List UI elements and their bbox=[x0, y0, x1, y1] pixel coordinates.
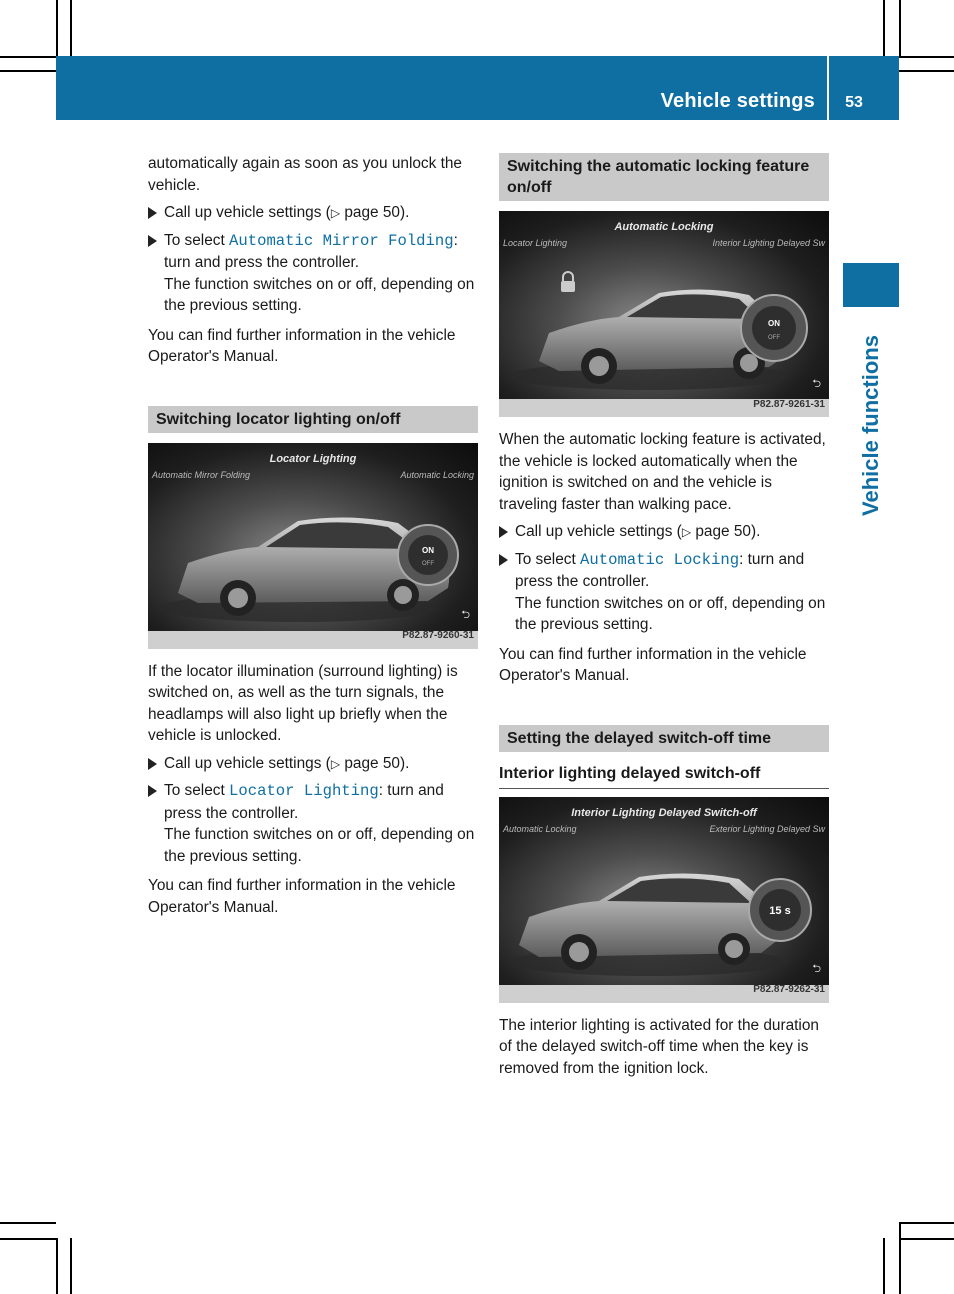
step-result: The function switches on or off, depending on the previous setting. bbox=[515, 594, 826, 633]
menu-prev-item: Automatic Mirror Folding bbox=[152, 469, 251, 480]
figure-locator-lighting bbox=[148, 443, 478, 649]
crop-mark bbox=[899, 0, 901, 56]
crop-mark bbox=[0, 56, 56, 58]
back-icon: ⮌ bbox=[812, 963, 821, 975]
step-result: The function switches on or off, depending on the previous setting. bbox=[164, 275, 475, 314]
right-column bbox=[499, 153, 829, 1085]
on-off-dial bbox=[396, 523, 460, 587]
page-number: 53 bbox=[845, 94, 863, 111]
step-item: Call up vehicle settings (▷ page 50). bbox=[148, 753, 478, 776]
page-ref-icon: ▷ bbox=[681, 525, 692, 539]
menu-title: Automatic Locking bbox=[614, 221, 714, 233]
side-tab-text: Vehicle functions bbox=[858, 335, 883, 516]
section-heading: Setting the delayed switch-off time bbox=[499, 725, 829, 752]
note-paragraph: You can find further information in the vehicle Operator's Manual. bbox=[148, 877, 456, 916]
dial-on-label: ON bbox=[422, 545, 434, 555]
crop-mark bbox=[56, 1238, 58, 1294]
crop-mark bbox=[0, 1222, 56, 1224]
body-paragraph: The interior lighting is activated for the duration of the delayed switch-off time when the key is removed from the ignition lock. bbox=[499, 1016, 819, 1077]
step-item: To select Automatic Locking: turn and press the controller. The function switches on or off, depending on the previous setting. bbox=[499, 549, 829, 636]
step-arrow-icon bbox=[148, 785, 157, 797]
time-dial bbox=[747, 877, 813, 943]
back-icon: ⮌ bbox=[812, 377, 821, 390]
crop-mark bbox=[0, 70, 56, 72]
side-tab-label bbox=[856, 316, 886, 516]
menu-prev-item: Automatic Locking bbox=[503, 823, 577, 834]
crop-mark bbox=[70, 1238, 72, 1294]
menu-item-name: Locator Lighting bbox=[229, 782, 379, 800]
page-ref-icon: ▷ bbox=[330, 756, 341, 771]
dial-on-label: ON bbox=[768, 319, 780, 328]
display-screen bbox=[499, 797, 829, 985]
menu-next-item: Interior Lighting Delayed Sw bbox=[712, 238, 825, 248]
note-paragraph: You can find further information in the vehicle Operator's Manual. bbox=[148, 326, 456, 365]
crop-mark bbox=[899, 1222, 901, 1294]
figure-automatic-locking bbox=[499, 211, 829, 417]
menu-title: Locator Lighting bbox=[269, 452, 357, 465]
menu-title: Interior Lighting Delayed Switch-off bbox=[571, 806, 757, 819]
display-screen bbox=[148, 443, 478, 631]
figure-code: P82.87-9260-31 bbox=[402, 630, 474, 641]
crop-mark bbox=[899, 70, 954, 72]
side-thumb-tab bbox=[843, 263, 899, 307]
crop-mark bbox=[899, 1222, 954, 1224]
menu-next-item: Exterior Lighting Delayed Sw bbox=[709, 823, 825, 834]
dial-off-label: OFF bbox=[422, 560, 434, 567]
back-icon: ⮌ bbox=[461, 609, 470, 621]
step-arrow-icon bbox=[148, 235, 157, 247]
step-item: To select Automatic Mirror Folding: turn and press the controller. The function switches on or off, depending on the previous setting. bbox=[148, 230, 478, 317]
dial-value-label: 15 s bbox=[769, 904, 791, 917]
subsection-heading: Interior lighting delayed switch-off bbox=[499, 764, 829, 789]
chapter-title: Vehicle settings bbox=[660, 90, 815, 112]
step-item: To select Locator Lighting: turn and press the controller. The function switches on or off, depending on the previous setting. bbox=[148, 780, 478, 867]
crop-mark bbox=[56, 0, 58, 56]
step-arrow-icon bbox=[148, 207, 157, 219]
section-heading: Switching locator lighting on/off bbox=[148, 406, 478, 433]
on-off-dial bbox=[739, 293, 809, 363]
figure-code: P82.87-9261-31 bbox=[753, 398, 825, 410]
menu-item-name: Automatic Mirror Folding bbox=[229, 231, 454, 250]
note-paragraph: You can find further information in the vehicle Operator's Manual. bbox=[499, 645, 807, 684]
crop-mark bbox=[899, 56, 954, 58]
crop-mark bbox=[883, 0, 885, 56]
body-paragraph: If the locator illumination (surround lighting) is switched on, as well as the turn signals, the headlamps will also light up briefly when the vehicle is unlocked. bbox=[148, 662, 458, 744]
step-result: The function switches on or off, depending on the previous setting. bbox=[164, 826, 475, 865]
menu-prev-item: Locator Lighting bbox=[503, 238, 568, 248]
left-column bbox=[148, 153, 478, 924]
display-screen bbox=[499, 211, 829, 399]
crop-mark bbox=[899, 1238, 954, 1240]
crop-mark bbox=[70, 0, 72, 56]
step-arrow-icon bbox=[499, 526, 508, 538]
section-heading: Switching the automatic locking feature on/off bbox=[499, 153, 829, 201]
crop-mark bbox=[883, 1238, 885, 1294]
figure-code: P82.87-9262-31 bbox=[753, 984, 825, 995]
menu-next-item: Automatic Locking bbox=[400, 469, 474, 480]
page-ref-icon: ▷ bbox=[330, 206, 341, 220]
step-item: Call up vehicle settings (▷ page 50). bbox=[148, 202, 478, 225]
menu-item-name: Automatic Locking bbox=[580, 550, 740, 569]
figure-interior-lighting bbox=[499, 797, 829, 1003]
step-arrow-icon bbox=[499, 554, 508, 566]
crop-mark bbox=[0, 1238, 56, 1240]
step-arrow-icon bbox=[148, 758, 157, 770]
step-item: Call up vehicle settings (▷ page 50). bbox=[499, 521, 829, 544]
body-paragraph: When the automatic locking feature is activated, the vehicle is locked automatically when the ignition is switched on and the vehicle is traveling faster than walking pace. bbox=[499, 431, 826, 513]
intro-paragraph: automatically again as soon as you unlock the vehicle. bbox=[148, 155, 462, 194]
dial-off-label: OFF bbox=[768, 335, 780, 341]
